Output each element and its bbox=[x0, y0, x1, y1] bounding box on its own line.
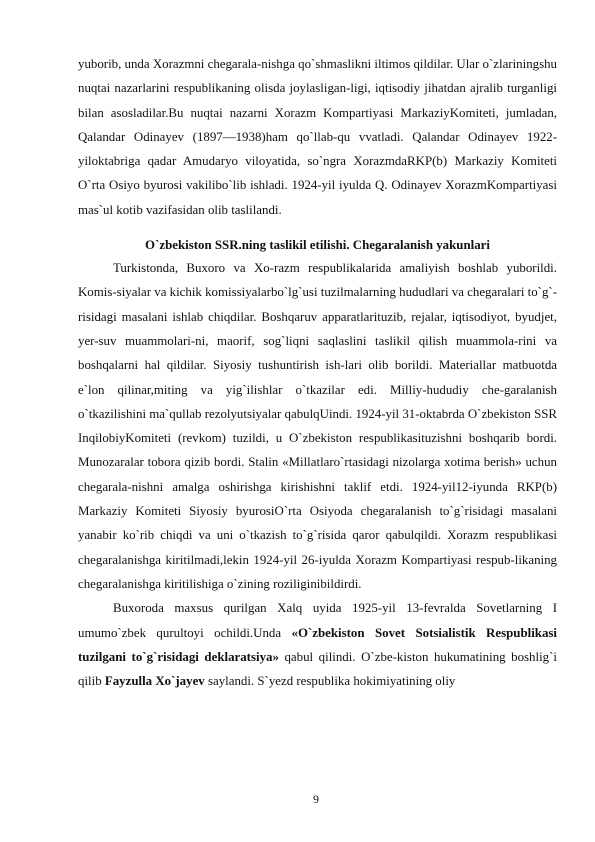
paragraph-delimitation-process: Turkistonda, Buxoro va Xo-razm respublikalarida amaliyish boshlab yuborildi. Komis-siyalar va kichik komissiyalarbo`lg`usi tuzilmalarning hududlari va chegaralari to`g`-risidagi masalani ishlab chiqdilar. Boshqaruv apparatlarituzib, rejalar, iqtisodiyot, byudjet, yer-suv muammolari-ni, maorif, sog`liqni saqlaslini taslikil qilish muammola-rini va boshqalarni hal qildilar. Siyosiy tushuntirish ish-lari olib borildi. Materiallar matbuotda e`lon qilinar,miting va yig`ilishlar o`tkazilar edi. Milliy-hududiy che-garalanish o`tkazilishini ma`qullab rezolyutsiyalar qabulqUindi. 1924-yil 31-oktabrda O`zbekiston SSR InqilobiyKomiteti (revkom) tuzildi, u O`zbekiston respublikasituzishni boshqarib bordi. Munozaralar tobora qizib bordi. Stalin «Millatlaro`rtasidagi nizolarga xotima berish» uchun chegarala-nishni amalga oshirishga kirishishni taklif etdi. 1924-yil12-iyunda RKP(b) Markaziy Komiteti Siyosiy byurosiO`rta Osiyoda chegaralanish to`g`risidagi masalani yanabir ko`rib chiqdi va uni o`tkazish to`g`risida qaror qabulqildi. Xorazm respublikasi chegaralanishga kiritilmadi,lekin 1924-yil 26-iyulda Xorazm Kompartiyasi respub-likaning chegaralanishga kiritilishiga o`zining roziliginibildirdi. bbox=[78, 261, 558, 591]
page-number: 9 bbox=[313, 792, 319, 806]
congress-text-1: Buxoroda maxsus qurilgan Xalq uyida 1925-yil 13-fevralda Sovetlarning I umumo`zbek qurultoyi ochildi.Unda bbox=[78, 601, 557, 640]
congress-text-2: qabul qilindi. O`zbe-kiston hukumatining boshlig`i qilib bbox=[78, 649, 557, 689]
document-page bbox=[78, 52, 557, 693]
leader-name: Fayzulla Xo`jayev bbox=[104, 674, 205, 689]
section-heading: O`zbekiston SSR.ning taslikil etilishi. Chegaralanish yakunlari bbox=[145, 238, 490, 253]
declaration-title: «O`zbekiston Sovet Sotsialistik Respublikasi tuzilgani to`g`risidagi deklaratsiya» bbox=[78, 625, 557, 664]
congress-text-3: saylandi. S`yezd respublika hokimiyatining oliy bbox=[204, 674, 456, 689]
paragraph-xorazm-position: yuborib, unda Xorazmni chegarala-nishga qo`shmaslikni iltimos qildilar. Ular o`zlariningshu nuqtai nazarlarini respublikaning olisda joylasligan-ligi, iqtisodiy jihatdan ajralib turganligi bilan asosladilar.Bu nuqtai nazarni Xorazm Kompartiyasi MarkaziyKomiteti, jumladan, Qalandar Odinayev (1897—1938)ham qo`llab-qu vvatladi. Qalandar Odinayev 1922-yiloktabriga qadar Amudaryo viloyatida, so`ngra XorazmdaRKP(b) Markaziy Komiteti O`rta Osiyo byurosi vakilibo`lib ishladi. 1924-yil iyulda Q. Odinayev XorazmKompartiyasi mas`ul kotib vazifasidan olib taslilandi. bbox=[78, 57, 557, 217]
paragraph-uzbek-congress bbox=[78, 596, 557, 693]
